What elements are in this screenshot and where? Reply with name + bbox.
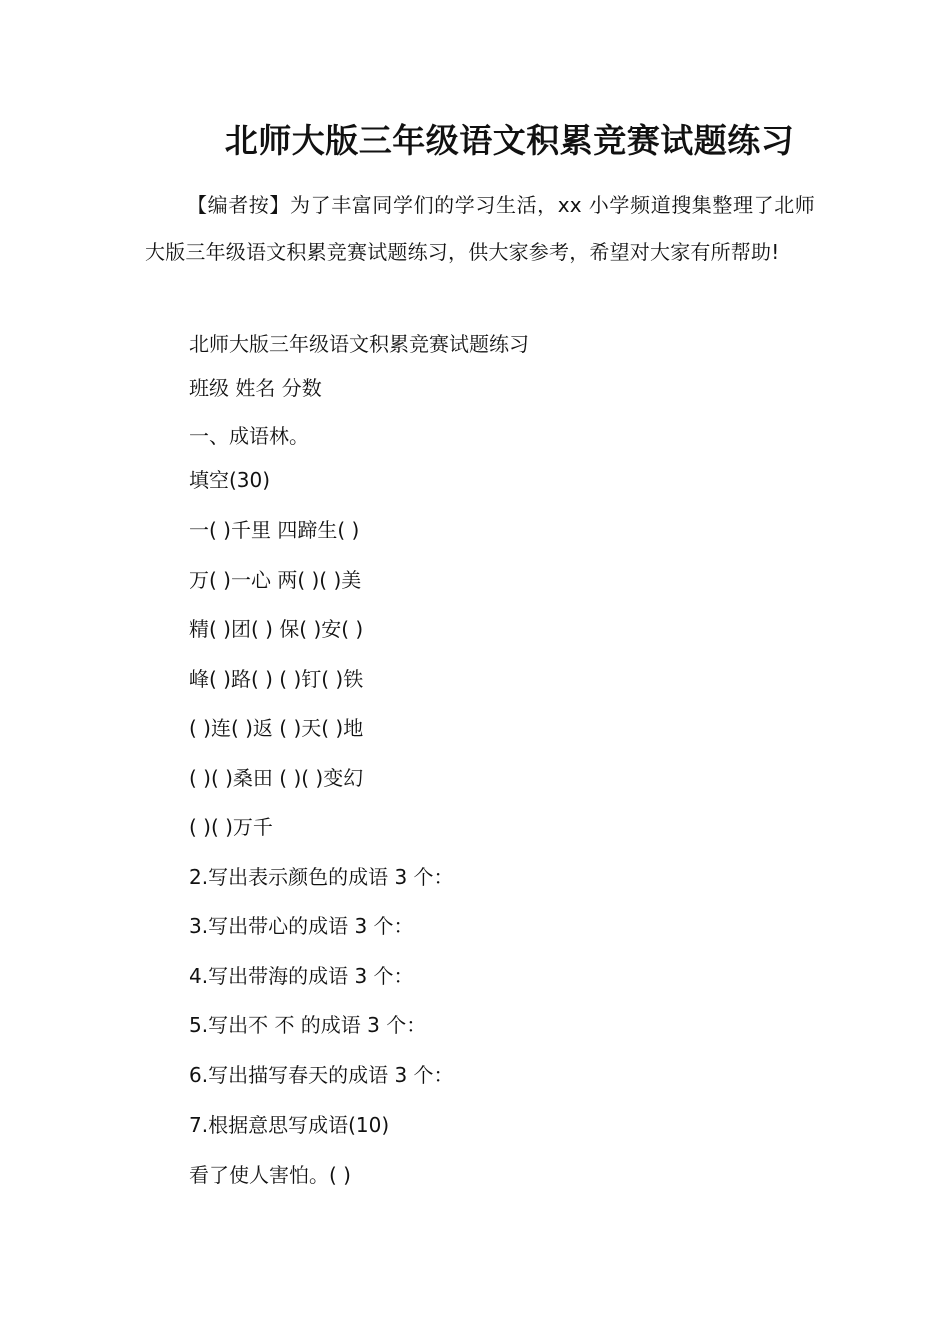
subtitle-line: 北师大版三年级语文积累竞赛试题练习 (189, 332, 529, 356)
question-line: 7.根据意思写成语(10) (189, 1113, 390, 1137)
question-line: 3.写出带心的成语 3 个： (189, 914, 414, 938)
document-title: 北师大版三年级语文积累竞赛试题练习 (224, 121, 795, 160)
editor-note-paragraph: 【编者按】为了丰富同学们的学习生活，xx 小学频道搜集整理了北师大版三年级语文积累竞赛试题练习，供大家参考，希望对大家有所帮助! (145, 193, 815, 264)
section-heading: 一、成语林。 (189, 424, 309, 448)
question-line: 4.写出带海的成语 3 个： (189, 964, 414, 988)
idiom-blank-line: ( )连( )返 ( )天( )地 (189, 716, 364, 740)
idiom-blank-line: 峰( )路( ) ( )钉( )铁 (189, 667, 364, 691)
question-line: 2.写出表示颜色的成语 3 个： (189, 865, 454, 889)
idiom-blank-line: 一( )千里 四蹄生( ) (189, 518, 360, 542)
class-name-score-line: 班级 姓名 分数 (189, 376, 322, 400)
question-line: 5.写出不 不 的成语 3 个： (189, 1013, 427, 1037)
fill-blank-heading: 填空(30) (189, 468, 271, 492)
question-line: 6.写出描写春天的成语 3 个： (189, 1063, 454, 1087)
idiom-blank-line: 万( )一心 两( )( )美 (189, 568, 362, 592)
idiom-blank-line: ( )( )桑田 ( )( )变幻 (189, 766, 364, 790)
idiom-blank-line: 精( )团( ) 保( )安( ) (189, 617, 364, 641)
idiom-blank-line: ( )( )万千 (189, 815, 273, 839)
question-line: 看了使人害怕。( ) (189, 1163, 351, 1187)
